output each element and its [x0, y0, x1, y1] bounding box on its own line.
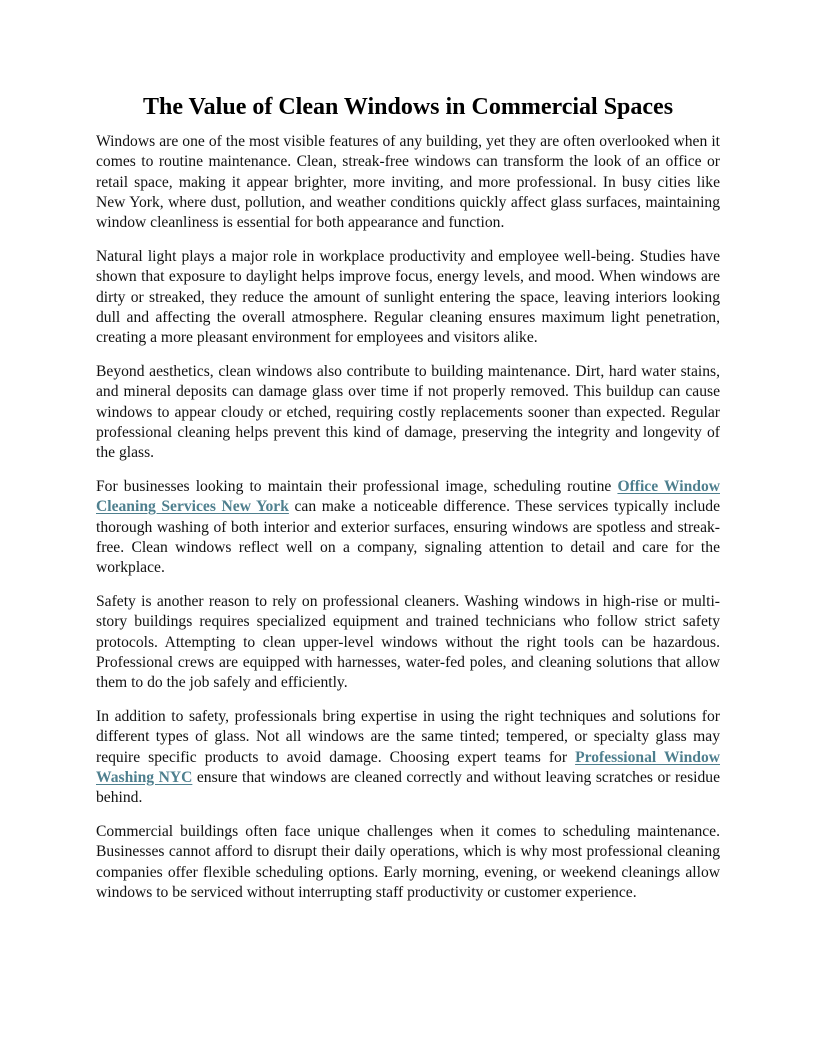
document-page [96, 92, 720, 917]
paragraph-expertise [96, 707, 720, 808]
paragraph-building-maintenance: Beyond aesthetics, clean windows also contribute to building maintenance. Dirt, hard water stains, and mineral deposits can damage glass over time if not properly removed. This buildup can cause windows to appear cloudy or etched, requiring costly replacements sooner than expected. Regular professional cleaning helps prevent this kind of damage, preserving the integrity and longevity of the glass. [96, 362, 720, 462]
paragraph-natural-light: Natural light plays a major role in workplace productivity and employee well-being. Studies have shown that exposure to daylight helps improve focus, energy levels, and mood. When windows are dirty or streaked, they reduce the amount of sunlight entering the space, leaving interiors looking dull and affecting the overall atmosphere. Regular cleaning ensures maximum light penetration, creating a more pleasant environment for employees and visitors alike. [96, 247, 720, 347]
paragraph-scheduling: Commercial buildings often face unique challenges when it comes to scheduling maintenance. Businesses cannot afford to disrupt their daily operations, which is why most professional cleaning companies offer flexible scheduling options. Early morning, evening, or weekend cleanings allow windows to be serviced without interrupting staff productivity or customer experience. [96, 822, 720, 901]
paragraph-text-before-link: For businesses looking to maintain their professional image, scheduling routine [96, 477, 618, 495]
office-window-cleaning-link[interactable]: Office Window Cleaning Services New York [96, 477, 720, 516]
document-title: The Value of Clean Windows in Commercial Spaces [142, 94, 674, 120]
professional-window-washing-link[interactable]: Professional Window Washing NYC [96, 748, 720, 786]
paragraph-safety: Safety is another reason to rely on professional cleaners. Washing windows in high-rise or multi-story buildings requires specialized equipment and trained technicians who follow strict safety protocols. Attempting to clean upper-level windows without the right tools can be hazardous. Professional crews are equipped with harnesses, water-fed poles, and cleaning solutions that allow them to do the job safely and efficiently. [96, 592, 720, 692]
paragraph-text-before-link: In addition to safety, professionals bring expertise in using the right techniques and solutions for different types of glass. Not all windows are the same tinted; tempered, or specialty glass may require specific products to avoid damage. Choosing expert teams for [96, 707, 720, 766]
paragraph-text-after-link: can make a noticeable difference. These services typically include thorough washing of both interior and exterior surfaces, ensuring windows are spotless and streak-free. Clean windows reflect well on a company, signaling attention to detail and care for the workplace. [96, 498, 720, 577]
paragraph-intro: Windows are one of the most visible features of any building, yet they are often overlooked when it comes to routine maintenance. Clean, streak-free windows can transform the look of an office or retail space, making it appear brighter, more inviting, and more professional. In busy cities like New York, where dust, pollution, and weather conditions quickly affect glass surfaces, maintaining window cleanliness is essential for both appearance and function. [96, 133, 720, 232]
paragraph-text-after-link: ensure that windows are cleaned correctly and without leaving scratches or residue behind. [96, 768, 720, 807]
paragraph-professional-image [96, 477, 720, 578]
